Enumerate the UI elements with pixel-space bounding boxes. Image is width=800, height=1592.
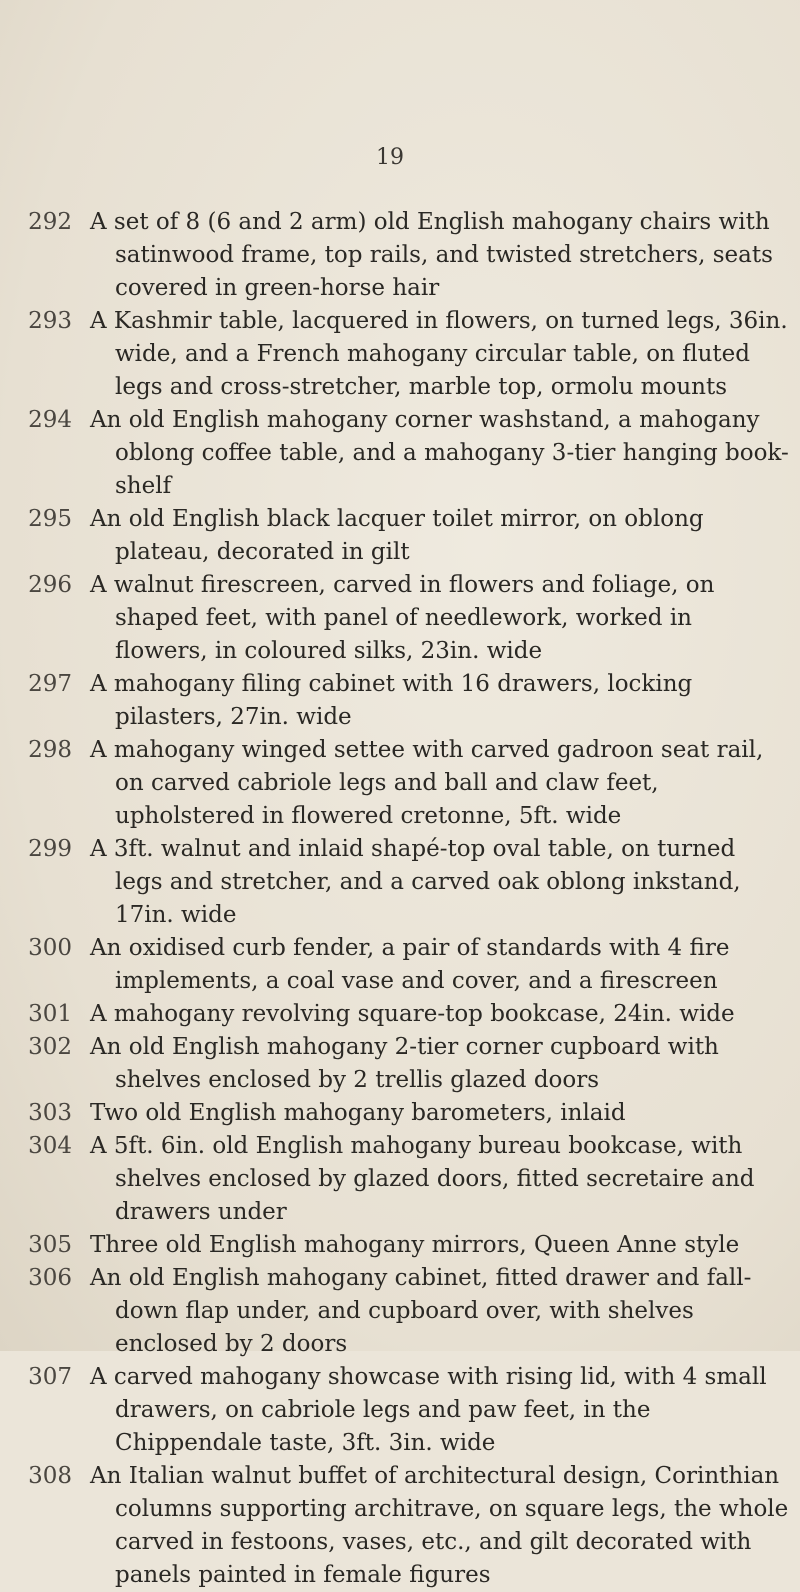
lot-entry: [0, 998, 800, 1031]
lot-number: 304: [28, 1133, 72, 1159]
lot-description: A mahogany winged settee with carved gadroon seat rail, on carved cabriole legs and ball and claw feet, upholstered in flowered cretonne, 5ft. wide: [90, 737, 764, 829]
lot-entry: [0, 206, 800, 305]
lot-number: 300: [28, 935, 72, 961]
lot-description: A walnut firescreen, carved in flowers and foliage, on shaped feet, with panel of needlework, worked in flowers, in coloured silks, 23in. wide: [90, 572, 715, 664]
lot-entry: [0, 1229, 800, 1262]
lot-description: An oxidised curb fender, a pair of standards with 4 fire implements, a coal vase and cover, and a firescreen: [90, 935, 730, 994]
lot-description: A mahogany revolving square-top bookcase, 24in. wide: [90, 1001, 735, 1027]
lot-number: 293: [28, 308, 72, 334]
lot-entry: [0, 569, 800, 668]
lot-number: 296: [28, 572, 72, 598]
lot-entry: [0, 1031, 800, 1097]
lot-entry: [0, 503, 800, 569]
lot-entry: [0, 932, 800, 998]
lot-number: 295: [28, 506, 72, 532]
lot-description: An old English black lacquer toilet mirror, on oblong plateau, decorated in gilt: [90, 506, 704, 565]
lot-number: 305: [28, 1232, 72, 1258]
lot-description: An old English mahogany cabinet, fitted drawer and fall-down flap under, and cupboard over, with shelves enclosed by 2 doors: [90, 1265, 752, 1357]
lot-number: 294: [28, 407, 72, 433]
lot-entry: [0, 1460, 800, 1592]
page-number: 19: [376, 145, 404, 170]
lot-description: Three old English mahogany mirrors, Queen Anne style: [90, 1232, 740, 1258]
lot-number: 307: [28, 1364, 72, 1390]
lot-description: An old English mahogany 2-tier corner cupboard with shelves enclosed by 2 trellis glazed doors: [90, 1034, 719, 1093]
lot-description: A mahogany filing cabinet with 16 drawers, locking pilasters, 27in. wide: [90, 671, 693, 730]
lot-entry: [0, 833, 800, 932]
lot-number: 306: [28, 1265, 72, 1291]
lot-list: [0, 206, 800, 1592]
lot-entry: [0, 1130, 800, 1229]
lot-description: Two old English mahogany barometers, inlaid: [90, 1100, 626, 1126]
lot-number: 292: [28, 209, 72, 235]
lot-number: 298: [28, 737, 72, 763]
lot-entry: [0, 305, 800, 404]
lot-entry: [0, 1262, 800, 1361]
lot-description: A carved mahogany showcase with rising lid, with 4 small drawers, on cabriole legs and paw feet, in the Chippendale taste, 3ft. 3in. wide: [90, 1364, 767, 1456]
lot-number: 299: [28, 836, 72, 862]
lot-entry: [0, 1097, 800, 1130]
lot-entry: [0, 1361, 800, 1460]
lot-description: An Italian walnut buffet of architectural design, Corinthian columns supporting architrave, on square legs, the whole carved in festoons, vases, etc., and gilt decorated with panels painted in female figures: [90, 1463, 789, 1588]
lot-description: A 3ft. walnut and inlaid shapé-top oval table, on turned legs and stretcher, and a carved oak oblong inkstand, 17in. wide: [90, 836, 741, 928]
lot-description: A Kashmir table, lacquered in flowers, on turned legs, 36in. wide, and a French mahogany circular table, on fluted legs and cross-stretcher, marble top, ormolu mounts: [90, 308, 788, 400]
lot-number: 303: [28, 1100, 72, 1126]
lot-number: 308: [28, 1463, 72, 1489]
lot-description: An old English mahogany corner washstand, a mahogany oblong coffee table, and a mahogany 3-tier hanging book-shelf: [90, 407, 789, 499]
lot-number: 297: [28, 671, 72, 697]
lot-number: 302: [28, 1034, 72, 1060]
lot-description: A 5ft. 6in. old English mahogany bureau bookcase, with shelves enclosed by glazed doors, fitted secretaire and drawers under: [90, 1133, 755, 1225]
lot-entry: [0, 404, 800, 503]
lot-entry: [0, 734, 800, 833]
lot-description: A set of 8 (6 and 2 arm) old English mahogany chairs with satinwood frame, top rails, and twisted stretchers, seats covered in green-horse hair: [90, 209, 773, 301]
lot-entry: [0, 668, 800, 734]
lot-number: 301: [28, 1001, 72, 1027]
